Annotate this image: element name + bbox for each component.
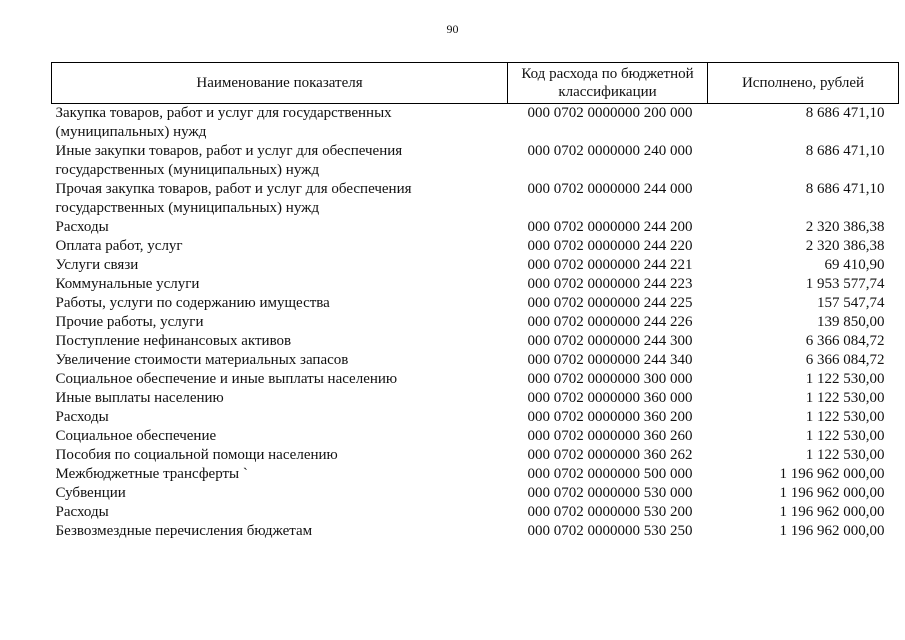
row-code-cell: 000 0702 0000000 500 000 bbox=[527, 466, 693, 482]
row-name-cell: Прочие работы, услуги bbox=[55, 314, 204, 330]
header-indicator-name: Наименование показателя bbox=[52, 63, 508, 104]
row-name-cell: Коммунальные услуги bbox=[55, 276, 200, 292]
header-executed-amount: Исполнено, рублей bbox=[708, 63, 899, 104]
table-row bbox=[52, 522, 899, 541]
row-amount-cell: 6 366 084,72 bbox=[805, 352, 885, 368]
row-amount-cell: 1 122 530,00 bbox=[805, 447, 885, 463]
table-body bbox=[52, 104, 899, 542]
row-name-cell: Социальное обеспечение и иные выплаты населению bbox=[55, 371, 398, 387]
row-amount-cell: 2 320 386,38 bbox=[805, 219, 885, 235]
row-code-cell: 000 0702 0000000 244 300 bbox=[527, 333, 693, 349]
table-row bbox=[52, 484, 899, 503]
row-name-cell: Иные выплаты населению bbox=[55, 390, 224, 406]
table-header bbox=[52, 63, 899, 104]
table-row bbox=[52, 465, 899, 484]
row-code-cell: 000 0702 0000000 244 340 bbox=[527, 352, 693, 368]
row-amount-cell: 139 850,00 bbox=[817, 314, 885, 330]
row-amount-cell: 1 953 577,74 bbox=[805, 276, 885, 292]
row-code-cell: 000 0702 0000000 530 000 bbox=[527, 485, 693, 501]
row-amount-cell: 1 196 962 000,00 bbox=[779, 504, 885, 520]
row-name-cell: Закупка товаров, работ и услуг для государственных (муниципальных) нужд bbox=[55, 105, 392, 140]
table-row bbox=[52, 218, 899, 237]
row-code-cell: 000 0702 0000000 244 226 bbox=[527, 314, 693, 330]
row-code-cell: 000 0702 0000000 360 000 bbox=[527, 390, 693, 406]
row-name-cell: Субвенции bbox=[55, 485, 126, 501]
table-row bbox=[52, 446, 899, 465]
row-amount-cell: 69 410,90 bbox=[824, 257, 885, 273]
row-name-cell: Пособия по социальной помощи населению bbox=[55, 447, 338, 463]
row-code-cell: 000 0702 0000000 244 000 bbox=[527, 181, 693, 197]
row-name-cell: Безвозмездные перечисления бюджетам bbox=[55, 523, 313, 539]
row-code-cell: 000 0702 0000000 244 221 bbox=[527, 257, 693, 273]
table-row bbox=[52, 408, 899, 427]
table-row bbox=[52, 142, 899, 180]
table-row bbox=[52, 503, 899, 522]
row-code-cell: 000 0702 0000000 360 200 bbox=[527, 409, 693, 425]
table-row bbox=[52, 104, 899, 143]
row-name-cell: Прочая закупка товаров, работ и услуг для обеспечения государственных (муниципальных) нужд bbox=[55, 181, 412, 216]
row-amount-cell: 157 547,74 bbox=[817, 295, 885, 311]
row-name-cell: Поступление нефинансовых активов bbox=[55, 333, 292, 349]
row-name-cell: Оплата работ, услуг bbox=[55, 238, 183, 254]
row-amount-cell: 8 686 471,10 bbox=[805, 143, 885, 159]
table-row bbox=[52, 351, 899, 370]
row-amount-cell: 2 320 386,38 bbox=[805, 238, 885, 254]
row-code-cell: 000 0702 0000000 240 000 bbox=[527, 143, 693, 159]
row-amount-cell: 1 196 962 000,00 bbox=[779, 523, 885, 539]
table-row bbox=[52, 180, 899, 218]
row-code-cell: 000 0702 0000000 530 250 bbox=[527, 523, 693, 539]
row-name-cell: Расходы bbox=[55, 409, 109, 425]
row-code-cell: 000 0702 0000000 244 223 bbox=[527, 276, 693, 292]
row-amount-cell: 1 122 530,00 bbox=[805, 428, 885, 444]
row-amount-cell: 6 366 084,72 bbox=[805, 333, 885, 349]
header-row bbox=[52, 63, 899, 104]
row-code-cell: 000 0702 0000000 360 262 bbox=[527, 447, 693, 463]
row-code-cell: 000 0702 0000000 244 200 bbox=[527, 219, 693, 235]
table-row bbox=[52, 313, 899, 332]
row-amount-cell: 8 686 471,10 bbox=[805, 105, 885, 121]
row-code-cell: 000 0702 0000000 244 220 bbox=[527, 238, 693, 254]
row-name-cell: Услуги связи bbox=[55, 257, 139, 273]
expenditure-table bbox=[51, 62, 899, 541]
row-name-cell: Расходы bbox=[55, 504, 109, 520]
row-amount-cell: 1 196 962 000,00 bbox=[779, 466, 885, 482]
table-row bbox=[52, 332, 899, 351]
row-amount-cell: 1 122 530,00 bbox=[805, 371, 885, 387]
table-row bbox=[52, 294, 899, 313]
table-row bbox=[52, 275, 899, 294]
row-amount-cell: 8 686 471,10 bbox=[805, 181, 885, 197]
row-name-cell: Расходы bbox=[55, 219, 109, 235]
row-name-cell: Увеличение стоимости материальных запасов bbox=[55, 352, 349, 368]
row-amount-cell: 1 122 530,00 bbox=[805, 390, 885, 406]
row-code-cell: 000 0702 0000000 300 000 bbox=[527, 371, 693, 387]
table-row bbox=[52, 427, 899, 446]
table-row bbox=[52, 370, 899, 389]
row-code-cell: 000 0702 0000000 244 225 bbox=[527, 295, 693, 311]
table-row bbox=[52, 389, 899, 408]
header-budget-code: Код расхода по бюджетной классификации bbox=[508, 63, 708, 104]
page-number: 90 bbox=[446, 22, 459, 36]
table-row bbox=[52, 256, 899, 275]
row-code-cell: 000 0702 0000000 530 200 bbox=[527, 504, 693, 520]
row-code-cell: 000 0702 0000000 360 260 bbox=[527, 428, 693, 444]
row-name-cell: Работы, услуги по содержанию имущества bbox=[55, 295, 330, 311]
row-amount-cell: 1 122 530,00 bbox=[805, 409, 885, 425]
row-amount-cell: 1 196 962 000,00 bbox=[779, 485, 885, 501]
row-name-cell: Иные закупки товаров, работ и услуг для обеспечения государственных (муниципальных) нужд bbox=[55, 143, 403, 178]
row-code-cell: 000 0702 0000000 200 000 bbox=[527, 105, 693, 121]
row-name-cell: Социальное обеспечение bbox=[55, 428, 217, 444]
row-name-cell: Межбюджетные трансферты ` bbox=[55, 466, 248, 482]
table-row bbox=[52, 237, 899, 256]
